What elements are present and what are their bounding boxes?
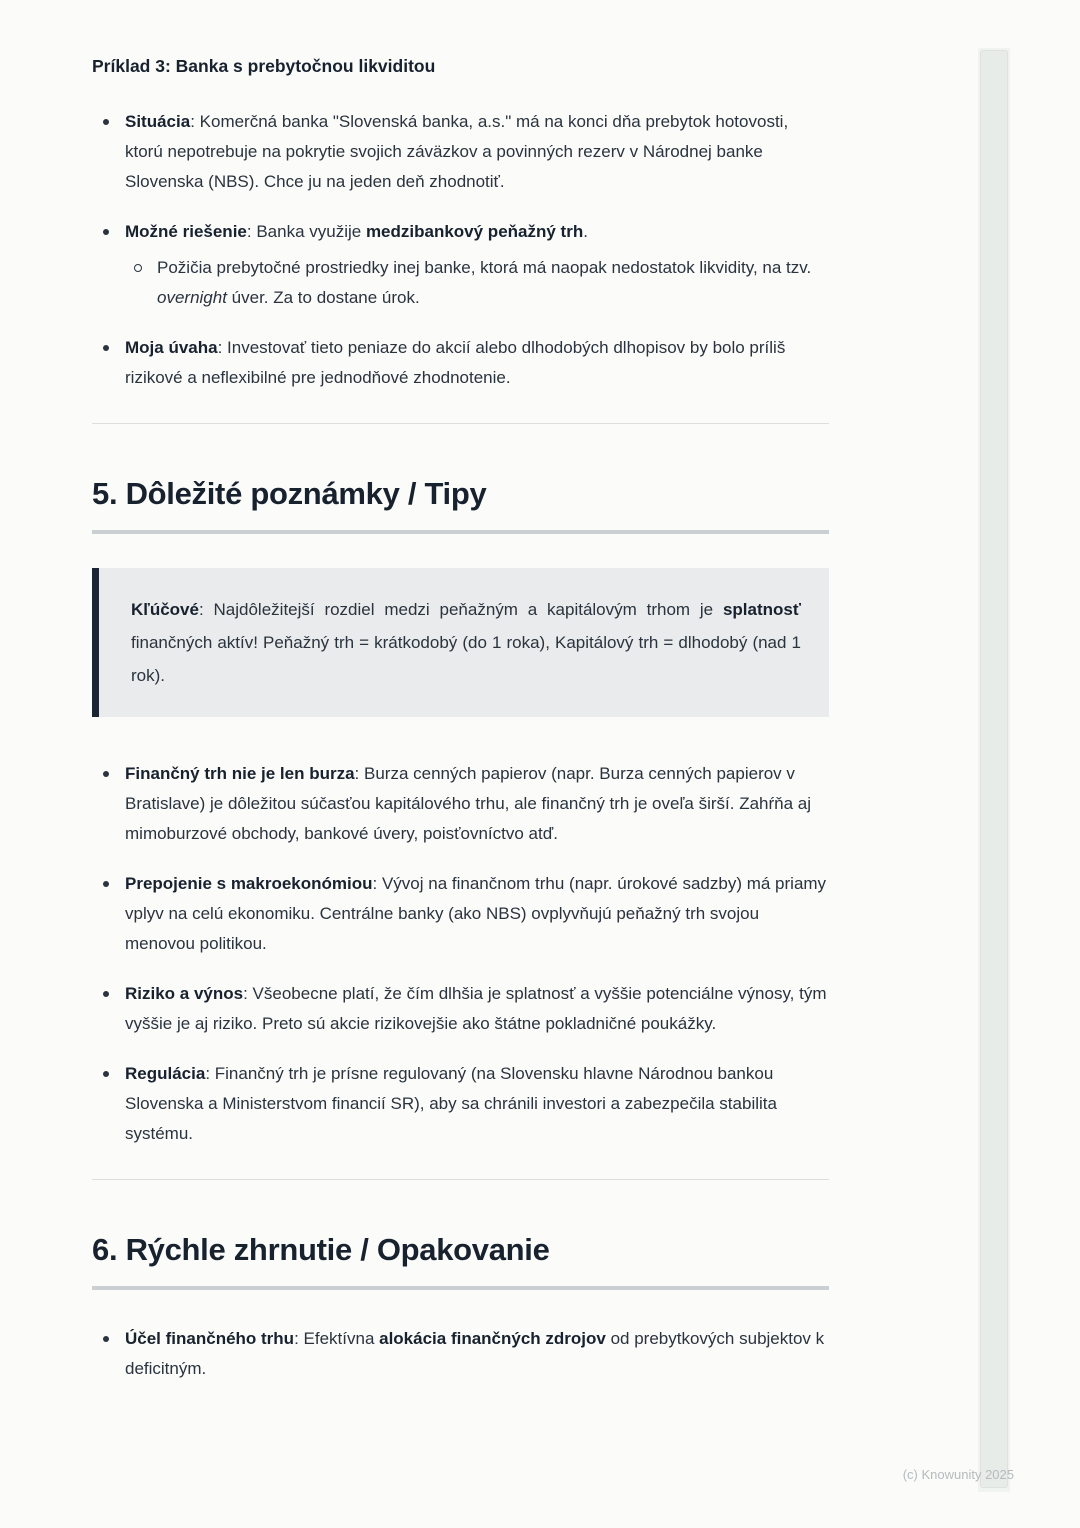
list-item-text: Možné riešenie: Banka využije medzibankový peňažný trh. <box>125 222 588 241</box>
list-item-text: Účel finančného trhu: Efektívna alokácia finančných zdrojov od prebytkových subjektov k deficitným. <box>125 1329 825 1378</box>
list-item <box>92 333 829 393</box>
list-item-text: Regulácia: Finančný trh je prísne regulovaný (na Slovensku hlavne Národnou bankou Slovenska a Ministerstvom financií SR), aby sa chránili investori a zabezpečila stabilita systému. <box>125 1064 777 1143</box>
example-heading: Príklad 3: Banka s prebytočnou likviditou <box>92 56 436 76</box>
list-item-text: Situácia: Komerčná banka "Slovenská banka, a.s." má na konci dňa prebytok hotovosti, ktorú nepotrebuje na pokrytie svojich záväzkov a povinných rezerv v Národnej banke Slovenska (NBS). Chce ju na jeden deň zhodnotiť. <box>125 112 789 191</box>
callout-text: Kľúčové: Najdôležitejší rozdiel medzi peňažným a kapitálovým trhom je splatnosť finančných aktív! Peňažný trh = krátkodobý (do 1 roka), Kapitálový trh = dlhodobý (nad 1 rok). <box>131 600 801 685</box>
list-item <box>92 869 829 959</box>
scrollbar-thumb[interactable] <box>980 50 1008 1488</box>
key-callout <box>92 568 829 717</box>
scrollbar[interactable] <box>978 48 1010 1492</box>
list-item-text: Požičia prebytočné prostriedky inej banke, ktorá má naopak nedostatok likvidity, na tzv. overnight úver. Za to dostane úrok. <box>157 258 812 307</box>
copyright-footer: (c) Knowunity 2025 <box>902 1467 1014 1482</box>
list-item-text: Riziko a výnos: Všeobecne platí, že čím dlhšia je splatnosť a vyššie potenciálne výnosy, tým vyššie je aj riziko. Preto sú akcie rizikovejšie ako štátne pokladničné poukážky. <box>125 984 827 1033</box>
list-item <box>92 759 829 849</box>
section-divider <box>92 1179 829 1180</box>
list-item <box>92 107 829 197</box>
list-item <box>92 217 829 313</box>
notes-bullet-list <box>92 759 829 1149</box>
list-item <box>92 1059 829 1149</box>
list-item <box>92 1324 829 1384</box>
list-item-text: Prepojenie s makroekonómiou: Vývoj na finančnom trhu (napr. úrokové sadzby) má priamy vplyv na celú ekonomiku. Centrálne banky (ako NBS) ovplyvňujú peňažný trh svojou menovou politikou. <box>125 874 827 953</box>
list-item-text: Moja úvaha: Investovať tieto peniaze do akcií alebo dlhodobých dlhopisov by bolo príliš rizikové a neflexibilné pre jednodňové zhodnotenie. <box>125 338 786 387</box>
section-6-heading: 6. Rýchle zhrnutie / Opakovanie <box>92 1231 829 1290</box>
summary-bullet-list <box>92 1324 829 1384</box>
list-item <box>92 979 829 1039</box>
sub-bullet-list <box>125 253 829 313</box>
example-bullet-list <box>92 107 829 393</box>
sub-list-item <box>125 253 829 313</box>
list-item-text: Finančný trh nie je len burza: Burza cenných papierov (napr. Burza cenných papierov v Bratislave) je dôležitou súčasťou kapitálového trhu, ale finančný trh je oveľa širší. Zahŕňa aj mimoburzové obchody, bankové úvery, poisťovníctvo atď. <box>125 764 812 843</box>
section-divider <box>92 423 829 424</box>
section-5-heading: 5. Dôležité poznámky / Tipy <box>92 475 829 534</box>
document-content <box>92 56 829 1404</box>
